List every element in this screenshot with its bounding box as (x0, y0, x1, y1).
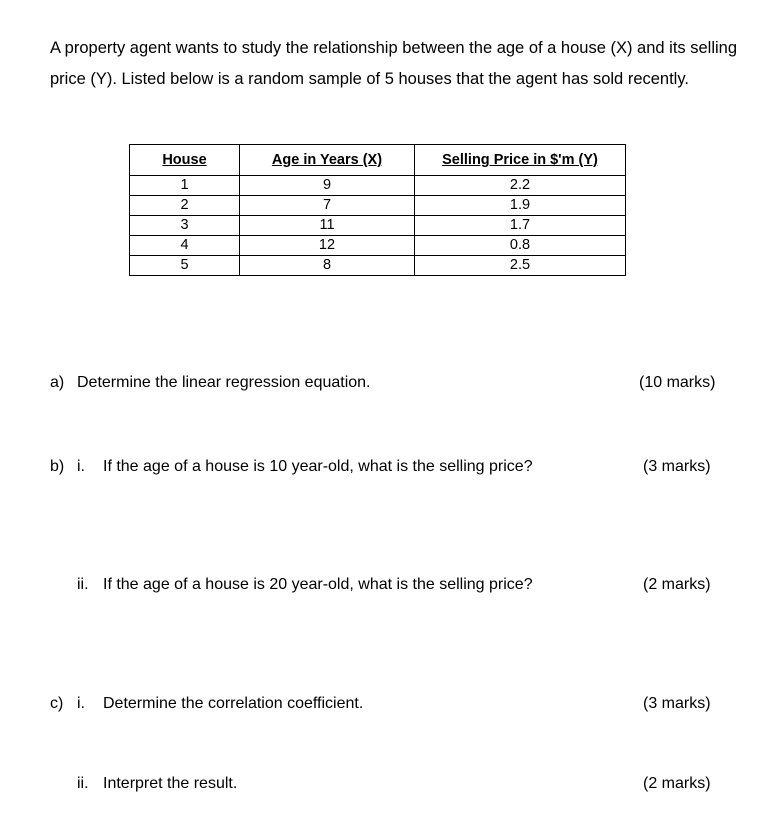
table-row (130, 236, 626, 256)
question-b-i-marks: (3 marks) (643, 458, 711, 475)
cell-age: 12 (240, 236, 415, 256)
intro-paragraph: A property agent wants to study the relationship between the age of a house (X) and its selling price (Y). Listed below is a random sample of 5 houses that the agent has sold recently. (50, 39, 738, 88)
question-b-ii-numeral: ii. (77, 576, 89, 593)
question-a-marks: (10 marks) (639, 374, 716, 391)
house-data-table (129, 144, 626, 276)
cell-price: 2.2 (415, 176, 626, 196)
question-c-ii-numeral: ii. (77, 775, 89, 792)
header-house: House (130, 145, 240, 176)
question-c-i-numeral: i. (77, 695, 85, 712)
question-c-ii-marks: (2 marks) (643, 775, 711, 792)
question-b-i-text: If the age of a house is 10 year-old, what is the selling price? (103, 458, 533, 475)
cell-house: 3 (130, 216, 240, 236)
question-a-label: a) (50, 374, 65, 391)
cell-age: 7 (240, 196, 415, 216)
table-header-row (130, 145, 626, 176)
question-b-ii-text: If the age of a house is 20 year-old, what is the selling price? (103, 576, 533, 593)
table-row (130, 176, 626, 196)
cell-house: 1 (130, 176, 240, 196)
cell-price: 0.8 (415, 236, 626, 256)
header-age: Age in Years (X) (240, 145, 415, 176)
cell-house: 4 (130, 236, 240, 256)
header-price: Selling Price in $'m (Y) (415, 145, 626, 176)
table-row (130, 216, 626, 236)
cell-price: 1.7 (415, 216, 626, 236)
cell-age: 8 (240, 256, 415, 276)
cell-price: 1.9 (415, 196, 626, 216)
cell-price: 2.5 (415, 256, 626, 276)
cell-age: 11 (240, 216, 415, 236)
cell-house: 2 (130, 196, 240, 216)
question-b-i-numeral: i. (77, 458, 85, 475)
question-a-text: Determine the linear regression equation. (77, 374, 371, 391)
question-c-label: c) (50, 695, 64, 712)
question-c-i-marks: (3 marks) (643, 695, 711, 712)
question-b-label: b) (50, 458, 65, 475)
table-row (130, 256, 626, 276)
question-c-i-text: Determine the correlation coefficient. (103, 695, 364, 712)
question-b-ii-marks: (2 marks) (643, 576, 711, 593)
question-c-ii-text: Interpret the result. (103, 775, 238, 792)
cell-house: 5 (130, 256, 240, 276)
cell-age: 9 (240, 176, 415, 196)
table-row (130, 196, 626, 216)
